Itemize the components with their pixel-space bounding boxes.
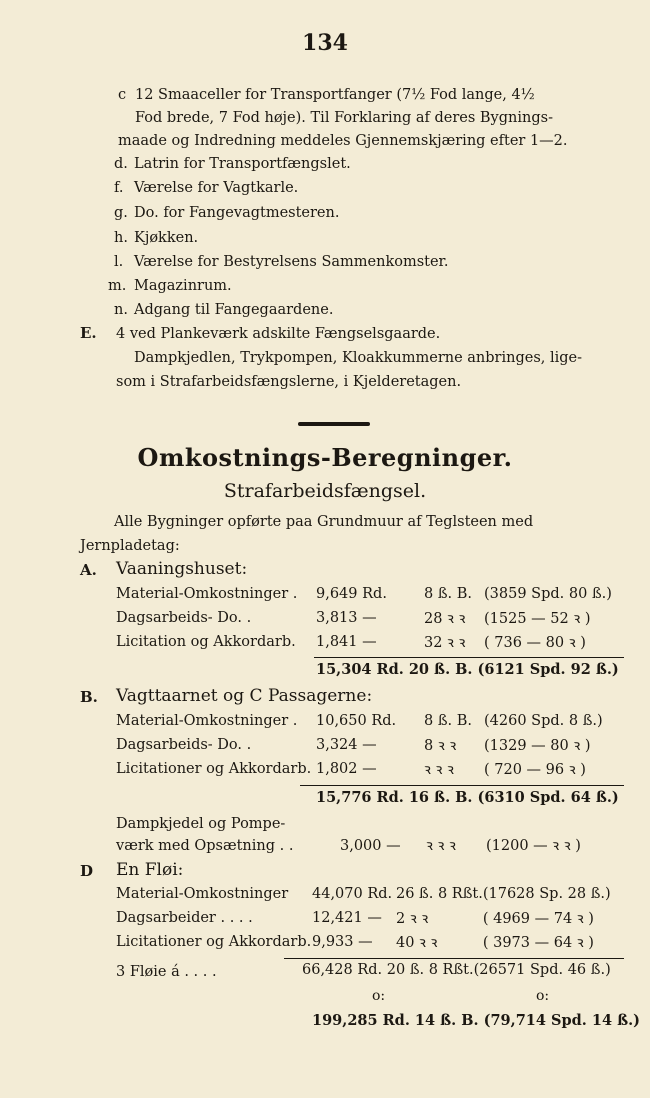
item-mark: m. bbox=[108, 278, 127, 294]
section-e-line: 4 ved Plankeværk adskilte Fængselsgaarde. bbox=[116, 326, 441, 342]
item-text: Magazinrum. bbox=[134, 278, 232, 294]
row-amount: 10,650 Rd. bbox=[316, 713, 397, 729]
row-currency: 28 ꝛ ꝛ bbox=[424, 611, 466, 627]
row-desc: Licitationer og Akkordarb. bbox=[116, 761, 312, 777]
extra-amount: 3,000 — bbox=[340, 838, 401, 854]
table-row bbox=[116, 930, 611, 954]
extra-currency: ꝛ ꝛ ꝛ bbox=[426, 838, 456, 854]
row-desc: Dagsarbeider . . . . bbox=[116, 910, 253, 926]
sum-rule bbox=[300, 785, 624, 786]
row-desc: Material-Omkostninger bbox=[116, 886, 289, 902]
row-speciedaler: ( 720 — 96 ꝛ ) bbox=[484, 762, 586, 778]
row-amount: 9,649 Rd. bbox=[316, 586, 387, 602]
intro-text: Jernpladetag: bbox=[80, 538, 180, 554]
table-row bbox=[116, 582, 624, 606]
table-row bbox=[116, 709, 624, 733]
item-text: Adgang til Fangegaardene. bbox=[134, 302, 334, 318]
row-speciedaler: (4260 Spd. 8 ß.) bbox=[484, 713, 603, 729]
section-b-total: 15,776 Rd. 16 ß. B. (6310 Spd. 64 ß.) bbox=[316, 789, 619, 806]
item-text: Kjøkken. bbox=[134, 230, 199, 246]
table-row bbox=[116, 906, 611, 930]
row-desc: Dagsarbeids- Do. . bbox=[116, 610, 252, 626]
item-text: Fod brede, 7 Fod høje). Til Forklaring af deres Bygnings- bbox=[135, 110, 553, 126]
item-text: Latrin for Transportfængslet. bbox=[134, 156, 351, 172]
item-mark: g. bbox=[114, 205, 128, 221]
sum-rule bbox=[284, 958, 624, 959]
section-divider bbox=[298, 422, 370, 426]
extra-desc: Dampkjedel og Pompe- bbox=[116, 816, 286, 832]
row-amount: 1,841 — bbox=[316, 634, 377, 650]
item-text: Do. for Fangevagtmesteren. bbox=[134, 205, 340, 221]
intro-text: Alle Bygninger opførte paa Grundmuur af Teglsteen med bbox=[114, 514, 534, 530]
extra-speciedaler: (1200 — ꝛ ꝛ ) bbox=[486, 838, 581, 854]
section-b-heading: Vagttaarnet og C Passagerne: bbox=[116, 686, 373, 706]
table-row bbox=[116, 882, 611, 906]
item-text: Værelse for Bestyrelsens Sammenkomster. bbox=[134, 254, 449, 270]
row-amount: 3,324 — bbox=[316, 737, 377, 753]
row-speciedaler: ( 4969 — 74 ꝛ ) bbox=[482, 911, 594, 927]
section-e-label: E. bbox=[80, 324, 97, 342]
table-row bbox=[116, 733, 624, 757]
row-desc: Licitation og Akkordarb. bbox=[116, 634, 296, 650]
row-speciedaler: (3859 Spd. 80 ß.) bbox=[484, 586, 612, 602]
row-desc: Dagsarbeids- Do. . bbox=[116, 737, 252, 753]
section-d-table bbox=[116, 882, 611, 954]
table-row bbox=[116, 757, 624, 781]
row-currency: ꝛ ꝛ ꝛ bbox=[424, 762, 454, 778]
row-speciedaler: (17628 Sp. 28 ß.) bbox=[482, 886, 611, 902]
page-subtitle: Strafarbeidsfængsel. bbox=[223, 480, 427, 502]
row-amount: 9,933 — bbox=[312, 934, 373, 950]
item-text: Værelse for Vagtkarle. bbox=[134, 180, 299, 196]
row-currency: 8 ꝛ ꝛ bbox=[424, 738, 457, 754]
table-row bbox=[116, 630, 624, 654]
row-currency: 32 ꝛ ꝛ bbox=[424, 635, 466, 651]
three-wings-label: 3 Fløie á . . . . bbox=[116, 964, 217, 980]
page-number: 134 bbox=[302, 30, 348, 56]
row-speciedaler: ( 3973 — 64 ꝛ ) bbox=[482, 935, 594, 951]
section-b-label: B. bbox=[80, 688, 98, 706]
table-row bbox=[116, 606, 624, 630]
item-mark: h. bbox=[114, 230, 128, 246]
section-d-label: D bbox=[80, 862, 94, 880]
item-mark: f. bbox=[114, 180, 124, 196]
page-title: Omkostnings-Beregninger. bbox=[137, 443, 513, 472]
grand-total: 199,285 Rd. 14 ß. B. (79,714 Spd. 14 ß.) bbox=[312, 1012, 641, 1029]
section-d-heading: En Fløi: bbox=[116, 860, 184, 880]
three-wings-total: 66,428 Rd. 20 ß. 8 Rßt.(26571 Spd. 46 ß.) bbox=[302, 962, 611, 978]
section-b-table bbox=[116, 709, 624, 781]
ditto-mark: o: bbox=[372, 988, 386, 1004]
section-a-total: 15,304 Rd. 20 ß. B. (6121 Spd. 92 ß.) bbox=[316, 661, 619, 678]
row-desc: Material-Omkostninger . bbox=[116, 713, 298, 729]
row-speciedaler: (1525 — 52 ꝛ ) bbox=[484, 611, 591, 627]
extra-desc: værk med Opsætning . . bbox=[116, 838, 294, 854]
section-e-line: Dampkjedlen, Trykpompen, Kloakkummerne anbringes, lige- bbox=[134, 350, 583, 366]
row-speciedaler: ( 736 — 80 ꝛ ) bbox=[484, 635, 586, 651]
row-currency: 8 ß. B. bbox=[424, 586, 473, 602]
item-text: maade og Indredning meddeles Gjennemskjæring efter 1—2. bbox=[118, 133, 568, 149]
row-desc: Material-Omkostninger . bbox=[116, 586, 298, 602]
item-text: 12 Smaaceller for Transportfanger (7½ Fod lange, 4½ bbox=[135, 87, 535, 103]
row-amount: 1,802 — bbox=[316, 761, 377, 777]
row-currency: 8 ß. B. bbox=[424, 713, 473, 729]
ditto-mark: o: bbox=[536, 988, 550, 1004]
item-mark: n. bbox=[114, 302, 128, 318]
row-currency: 2 ꝛ ꝛ bbox=[396, 911, 429, 927]
section-a-heading: Vaaningshuset: bbox=[116, 559, 248, 579]
item-mark: d. bbox=[114, 156, 128, 172]
row-amount: 12,421 — bbox=[312, 910, 382, 926]
sum-rule bbox=[314, 657, 624, 658]
row-currency: 26 ß. 8 Rßt. bbox=[396, 886, 483, 902]
item-mark: c bbox=[118, 87, 127, 103]
row-speciedaler: (1329 — 80 ꝛ ) bbox=[484, 738, 591, 754]
section-a-label: A. bbox=[80, 561, 97, 579]
item-mark: l. bbox=[114, 254, 124, 270]
row-amount: 44,070 Rd. bbox=[312, 886, 393, 902]
row-desc: Licitationer og Akkordarb. bbox=[116, 934, 312, 950]
section-a-table bbox=[116, 582, 624, 654]
section-e-line: som i Strafarbeidsfængslerne, i Kjelderetagen. bbox=[116, 374, 462, 390]
row-currency: 40 ꝛ ꝛ bbox=[396, 935, 438, 951]
row-amount: 3,813 — bbox=[316, 610, 377, 626]
